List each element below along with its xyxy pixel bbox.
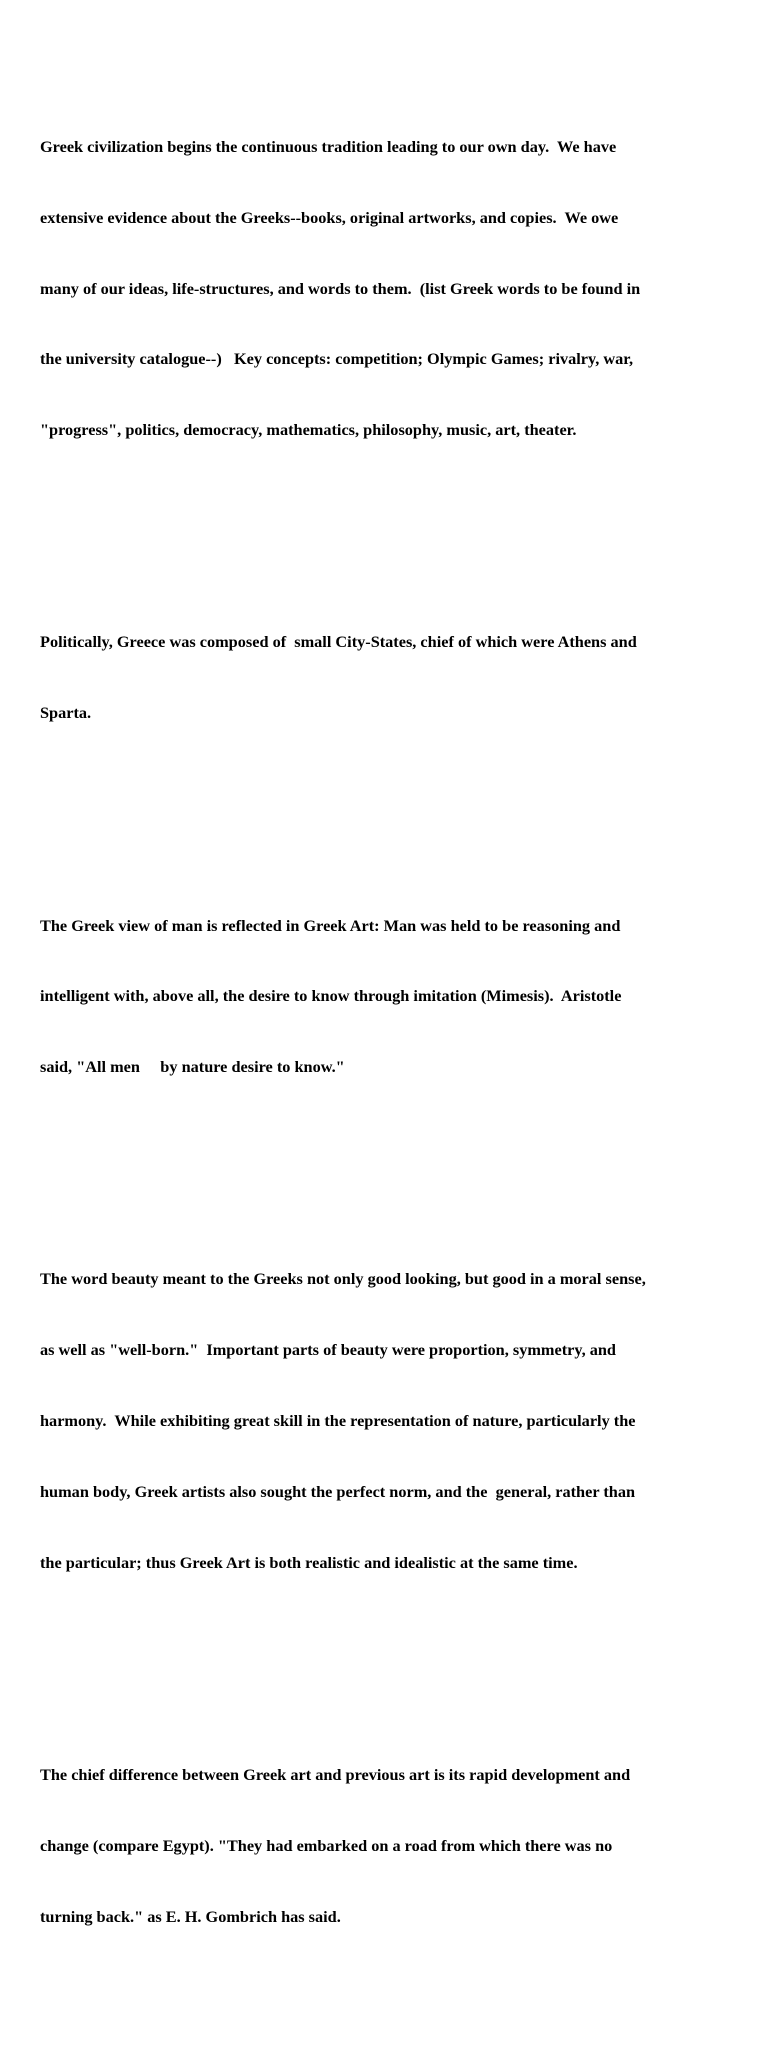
text-line: as well as "well-born." Important parts of beauty were proportion, symmetry, and bbox=[40, 1340, 616, 1360]
text-line: said, "All men by nature desire to know." bbox=[40, 1057, 345, 1077]
text-line: The word beauty meant to the Greeks not only good looking, but good in a moral sense, bbox=[40, 1269, 646, 1289]
text-line: "progress", politics, democracy, mathematics, philosophy, music, art, theater. bbox=[40, 420, 577, 440]
text-line: Sparta. bbox=[40, 703, 92, 723]
text-line: many of our ideas, life-structures, and words to them. (list Greek words to be found in bbox=[40, 278, 641, 298]
paragraph-beauty bbox=[40, 1220, 780, 1621]
text-line: the university catalogue--) Key concepts: competition; Olympic Games; rivalry, war, bbox=[40, 349, 634, 369]
paragraph-chief-difference bbox=[40, 1716, 780, 1976]
text-line: turning back." as E. H. Gombrich has said. bbox=[40, 1906, 341, 1926]
text-line: The Greek view of man is reflected in Greek Art: Man was held to be reasoning and bbox=[40, 915, 621, 935]
text-line: The chief difference between Greek art and previous art is its rapid development and bbox=[40, 1764, 631, 1784]
paragraph-greek-civilization bbox=[40, 88, 780, 489]
text-line: human body, Greek artists also sought the perfect norm, and the general, rather than bbox=[40, 1481, 636, 1501]
paragraph-city-states bbox=[40, 583, 780, 772]
text-line: Greek civilization begins the continuous tradition leading to our own day. We have bbox=[40, 136, 617, 156]
text-line: change (compare Egypt). "They had embarked on a road from which there was no bbox=[40, 1835, 613, 1855]
text-line: extensive evidence about the Greeks--books, original artworks, and copies. We owe bbox=[40, 207, 619, 227]
document-text bbox=[40, 17, 780, 2070]
text-line: harmony. While exhibiting great skill in the representation of nature, particularly the bbox=[40, 1411, 636, 1431]
text-line: intelligent with, above all, the desire to know through imitation (Mimesis). Aristotle bbox=[40, 986, 622, 1006]
text-line: Politically, Greece was composed of small City-States, chief of which were Athens and bbox=[40, 632, 637, 652]
text-line: the particular; thus Greek Art is both realistic and idealistic at the same time. bbox=[40, 1552, 578, 1572]
paragraph-greek-view-of-man bbox=[40, 866, 780, 1126]
